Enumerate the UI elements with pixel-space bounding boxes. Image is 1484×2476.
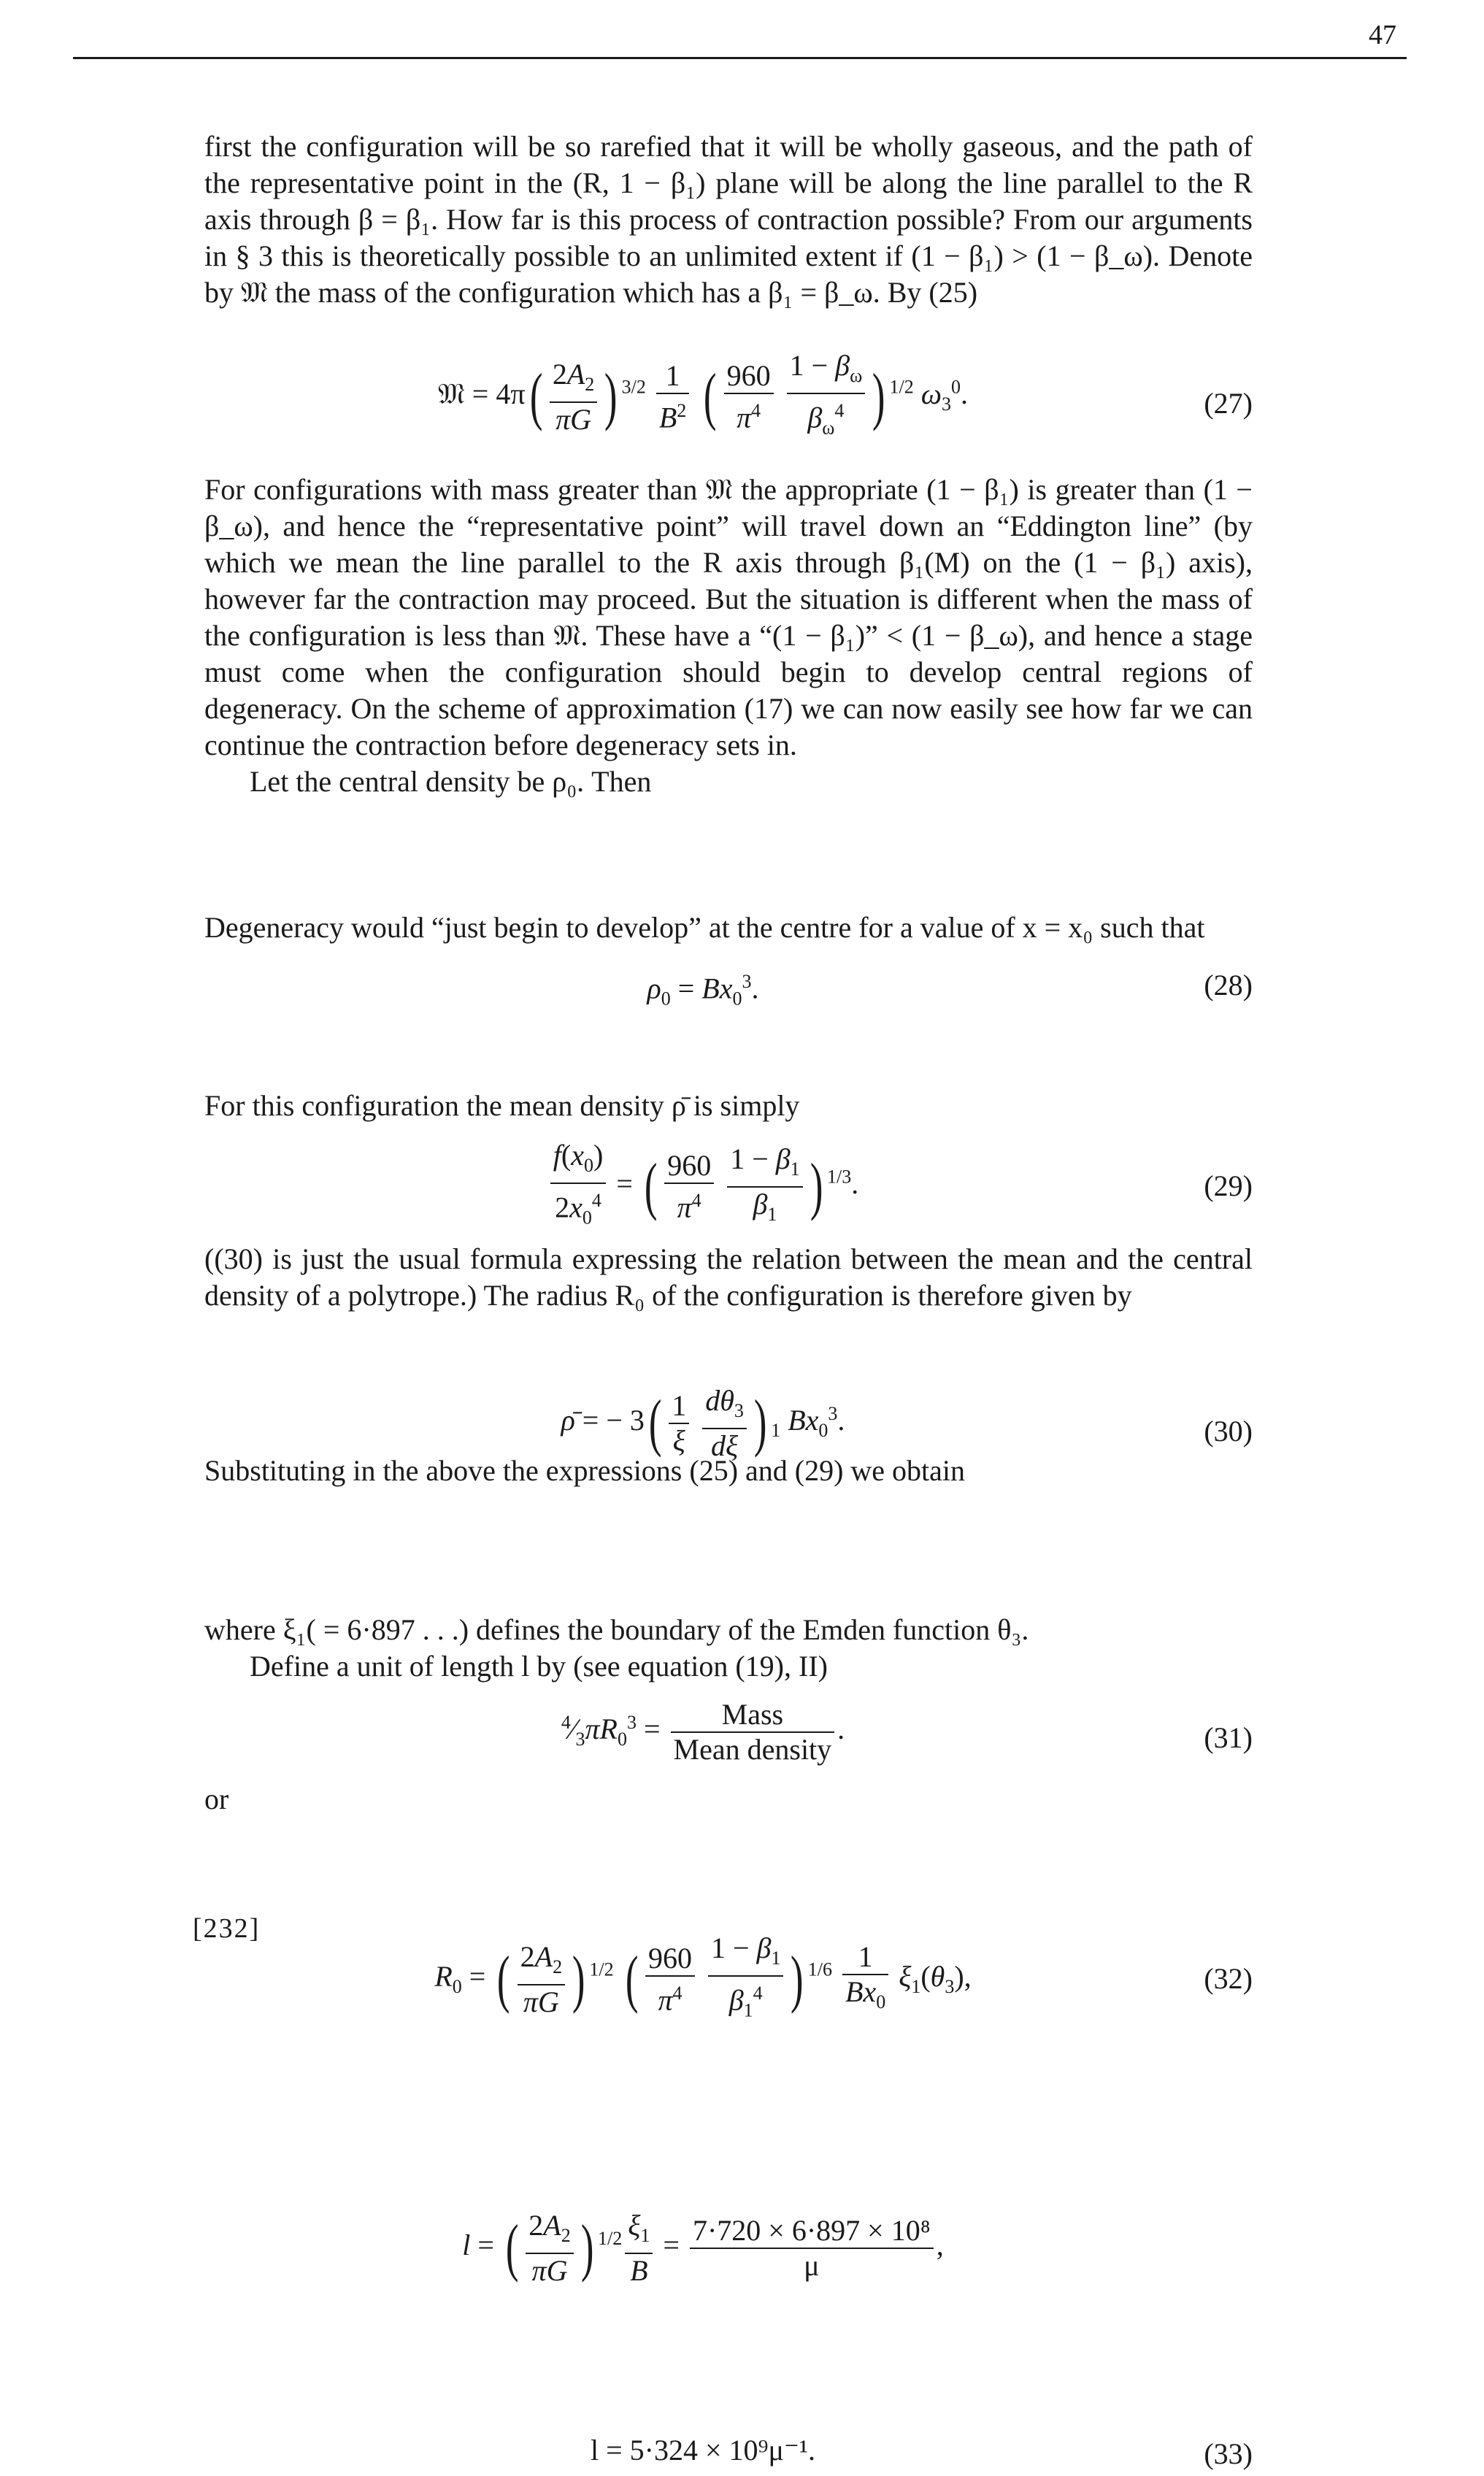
text-block-1: [204, 128, 1253, 311]
equation-30-number: (30): [1204, 1415, 1253, 1447]
paragraph-7: Substituting in the above the expressions (25) and (29) we obtain: [204, 1454, 966, 1487]
equation-33: [204, 2432, 1253, 2476]
equation-l-denominator: μ: [804, 2249, 820, 2282]
equation-28-body: $\rho_0 = Bx_0^3$.: [647, 971, 759, 1010]
paragraph-5: For this configuration the mean density ρ̄ is simply: [204, 1089, 800, 1122]
equation-l-numerator: 7·720 × 6·897 × 10⁸: [690, 2214, 934, 2249]
text-block-7: [204, 1612, 1253, 1685]
equation-32-body: $R_0$ = ( $\frac{2A_2}{\pi G}$ ) $^{1/2}$ ( $\frac{960}{\pi^4}$ $\frac{1 - \beta_1}{\beta_1^4}$ ) $^{1/6}$ $\frac{1}{Bx_0}$ $\xi_1(\theta_3)$,: [434, 1931, 972, 2021]
text-block-3: [204, 910, 1253, 946]
or-connector: or: [204, 1783, 229, 1815]
equation-27: [204, 349, 1253, 458]
equation-27-body: 𝔐 = 4π( $\frac{2A_2}{\pi G}$ ) $^{3/2}$ $\frac{1}{B^2}$ ( $\frac{960}{\pi^4}$ $\frac{1 - \beta_\omega}{\beta_\omega^4}$ ) $^{1/2}$ $\omega_3^0$.: [437, 349, 968, 439]
equation-31-denominator: Mean density: [673, 1733, 832, 1766]
equation-29-body: $\frac{f(x_0)}{2x_0^4}$ = ( $\frac{960}{\pi^4}$ $\frac{1 - \beta_1}{\beta_1}$ ) $^{1/3}$.: [204, 1139, 1253, 1234]
text-block-5: [204, 1241, 1253, 1314]
equation-29-number: (29): [1204, 1169, 1253, 1202]
paragraph-9: Define a unit of length l by (see equation (19), II): [250, 1650, 828, 1683]
equation-l: [204, 2209, 1253, 2296]
equation-32-number: (32): [1204, 1962, 1253, 1995]
paragraph-1: first the configuration will be so rarefied that it will be wholly gaseous, and the path of the representative point in the (R, 1 − β₁) plane will be along the line parallel to the R axis through β = β₁. How far is this process of contraction possible? From our arguments in § 3 this is theoretically possible to an unlimited extent if (1 − β₁) > (1 − β_ω). Denote by 𝔐 the mass of the configuration which has a β₁ = β_ω. By (25): [204, 130, 1253, 309]
paragraph-4: Degeneracy would “just begin to develop” at the centre for a value of x = x₀ such that: [204, 911, 1205, 944]
equation-33-body: l = 5·324 × 10⁹μ⁻¹.: [590, 2434, 816, 2467]
paragraph-2: For configurations with mass greater than 𝔐 the appropriate (1 − β₁) is greater than (1 − β_ω), and hence the “representative point” will travel down an “Eddington line” (by which we mean the line parallel to the R axis through β₁(M) on the (1 − β₁) axis), however far the contraction may proceed. But the situation is different when the mass of the configuration is less than 𝔐. These have a “(1 − β₁)” < (1 − β_ω), and hence a stage must come when the configuration should begin to develop central regions of degeneracy. On the scheme of approximation (17) we can now easily see how far we can continue the contraction before degeneracy sets in.: [204, 473, 1253, 761]
paragraph-6: ((30) is just the usual formula expressing the relation between the mean and the central density of a polytrope.) The radius R₀ of the configuration is therefore given by: [204, 1242, 1253, 1312]
text-block-4: [204, 1088, 1253, 1124]
text-block-6: [204, 1453, 1253, 1489]
equation-31-number: (31): [1204, 1721, 1253, 1754]
equation-29: [204, 1139, 1253, 1234]
equation-28: [204, 964, 1253, 1010]
equation-27-number: (27): [1204, 387, 1253, 420]
text-block-2: [204, 472, 1253, 800]
equation-31-numerator: Mass: [671, 1698, 835, 1733]
equation-28-number: (28): [1204, 969, 1253, 1001]
footer-page-ref: [232]: [193, 1913, 261, 1944]
equation-l-body: l = ( $\frac{2A_2}{\pi G}$ ) $^{1/2}$ $\frac{\xi_1}{B}$ = $\frac{\text{7·720 × 6·897 × 10⁸}}{\mu}$ ,: [462, 2209, 944, 2287]
equation-30-body: ρ̄ = − 3( $\frac{1}{\xi}$ $\frac{d\theta_3}{d\xi}$ ) $_1$ $Bx_0^3$.: [561, 1384, 845, 1462]
paragraph-3: Let the central density be ρ₀. Then: [250, 765, 652, 798]
paragraph-8: where ξ₁( = 6·897 . . .) defines the boundary of the Emden function θ₃.: [204, 1613, 1029, 1646]
equation-33-number: (33): [1204, 2437, 1253, 2470]
equation-31-body: $^4⁄_3\pi R_0^3$ = $\frac{\text{Mass}}{\text{Mean density}}$ .: [561, 1698, 845, 1766]
page-number: 47: [1369, 20, 1396, 50]
equation-31: [204, 1698, 1253, 1778]
equation-32: [204, 1931, 1253, 2026]
header-rule: [73, 57, 1407, 59]
